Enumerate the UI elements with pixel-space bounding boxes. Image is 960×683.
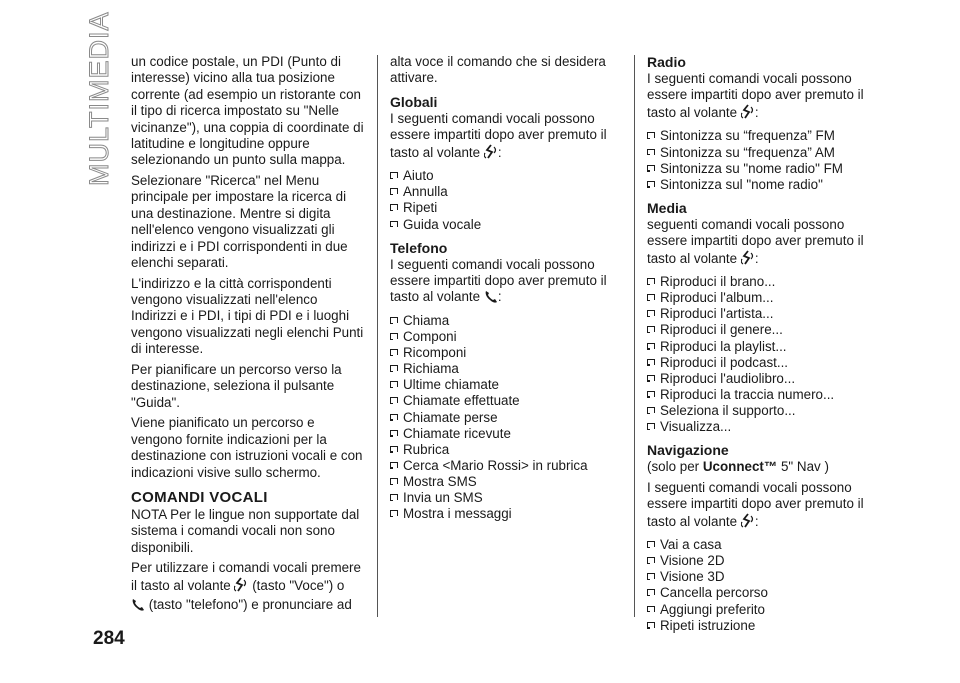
paragraph	[390, 111, 616, 164]
command-list	[647, 537, 877, 634]
checkbox-bullet-icon	[390, 510, 398, 516]
checkbox-bullet-icon	[647, 606, 655, 612]
list-item: Chiamate ricevute	[390, 426, 616, 442]
text: 5" Nav )	[780, 459, 829, 475]
section-heading-radio: Radio	[647, 54, 686, 70]
paragraph	[647, 480, 877, 533]
column-divider	[377, 55, 378, 617]
list-item: Visione 2D	[647, 553, 877, 569]
checkbox-bullet-icon	[390, 172, 398, 178]
checkbox-bullet-icon	[647, 391, 655, 397]
text: seguenti comandi vocali possono essere impartiti dopo aver premuto il tasto al volante	[647, 216, 864, 266]
command-list	[390, 168, 616, 232]
paragraph	[390, 257, 616, 309]
subheading	[647, 459, 877, 475]
list-item: Vai a casa	[647, 537, 877, 553]
list-item: Ripeti	[390, 200, 616, 216]
checkbox-bullet-icon	[647, 573, 655, 579]
checkbox-bullet-icon	[647, 310, 655, 316]
list-item: Riproduci l'album...	[647, 290, 877, 306]
list-item: Riproduci il podcast...	[647, 355, 877, 371]
checkbox-bullet-icon	[647, 181, 655, 187]
list-item: Richiama	[390, 361, 616, 377]
list-item: Invia un SMS	[390, 490, 616, 506]
command-list	[390, 313, 616, 522]
phone-icon	[131, 598, 145, 616]
list-item: Annulla	[390, 184, 616, 200]
section-heading-media: Media	[647, 199, 687, 216]
checkbox-bullet-icon	[647, 541, 655, 547]
list-item: Riproduci il genere...	[647, 322, 877, 338]
checkbox-bullet-icon	[647, 557, 655, 563]
list-item: Chiamate perse	[390, 410, 616, 426]
checkbox-bullet-icon	[390, 221, 398, 227]
list-item: Componi	[390, 329, 616, 345]
list-item: Ricomponi	[390, 345, 616, 361]
checkbox-bullet-icon	[390, 365, 398, 371]
list-item: Chiama	[390, 313, 616, 329]
text: (tasto "Voce") o	[252, 577, 345, 593]
checkbox-bullet-icon	[390, 414, 398, 420]
checkbox-bullet-icon	[647, 589, 655, 595]
colon: :	[497, 144, 502, 160]
paragraph: Per pianificare un percorso verso la destinazione, seleziona il pulsante "Guida".	[131, 361, 342, 410]
paragraph: un codice postale, un PDI (Punto di interesse) vicino alla tua posizione corrente (ad esempio un ristorante con il tipo di ricerca impostato su "Nelle vicinanze"), una coppia di coordinate di latitudine e longitudine oppure selezionando un punto sulla mappa.	[131, 54, 364, 168]
checkbox-bullet-icon	[647, 359, 655, 365]
list-item: Riproduci il brano...	[647, 274, 877, 290]
note-paragraph: NOTA Per le lingue non supportate dal sistema i comandi vocali non sono disponibili.	[131, 506, 360, 555]
list-item: Guida vocale	[390, 217, 616, 233]
list-item: Ripeti istruzione	[647, 618, 877, 634]
voice-command-icon	[234, 577, 248, 597]
list-item: Riproduci la playlist...	[647, 339, 877, 355]
column-left	[131, 54, 365, 621]
checkbox-bullet-icon	[647, 423, 655, 429]
voice-command-icon	[741, 250, 755, 270]
voice-command-icon	[741, 513, 755, 533]
colon: :	[754, 250, 759, 266]
list-item: Seleziona il supporto...	[647, 403, 877, 419]
list-item: Mostra SMS	[390, 474, 616, 490]
checkbox-bullet-icon	[390, 204, 398, 210]
colon: :	[497, 289, 502, 305]
checkbox-bullet-icon	[647, 375, 655, 381]
paragraph: Viene pianificato un percorso e vengono fornite indicazioni per la destinazione con istruzioni vocali e con indicazioni visive sullo schermo.	[131, 415, 363, 480]
colon: :	[754, 104, 759, 120]
column-divider	[634, 55, 635, 617]
checkbox-bullet-icon	[647, 326, 655, 332]
command-list	[647, 274, 877, 435]
list-item: Sintonizza su "nome radio" FM	[647, 161, 877, 177]
checkbox-bullet-icon	[390, 397, 398, 403]
list-item: Visualizza...	[647, 419, 877, 435]
list-item: Aggiungi preferito	[647, 602, 877, 618]
voice-command-icon	[741, 104, 755, 124]
paragraph: alta voce il comando che si desidera attivare.	[390, 54, 606, 86]
paragraph	[647, 71, 877, 124]
list-item: Riproduci l'audiolibro...	[647, 371, 877, 387]
checkbox-bullet-icon	[390, 349, 398, 355]
section-side-label: MULTIMEDIA	[84, 11, 114, 186]
checkbox-bullet-icon	[647, 407, 655, 413]
list-item: Rubrica	[390, 442, 616, 458]
checkbox-bullet-icon	[390, 430, 398, 436]
list-item: Riproduci l'artista...	[647, 306, 877, 322]
checkbox-bullet-icon	[647, 278, 655, 284]
section-heading: COMANDI VOCALI	[131, 488, 268, 506]
checkbox-bullet-icon	[390, 317, 398, 323]
text: I seguenti comandi vocali possono essere impartiti dopo aver premuto il tasto al volante	[390, 256, 607, 305]
section-heading-telefono: Telefono	[390, 239, 448, 256]
checkbox-bullet-icon	[390, 462, 398, 468]
checkbox-bullet-icon	[647, 343, 655, 349]
paragraph	[131, 560, 365, 616]
list-item: Sintonizza sul "nome radio"	[647, 177, 877, 193]
checkbox-bullet-icon	[390, 381, 398, 387]
checkbox-bullet-icon	[647, 165, 655, 171]
column-right	[647, 54, 877, 636]
text: (tasto "telefono") e pronunciare ad	[148, 597, 352, 613]
text: (solo per	[647, 459, 700, 475]
list-item: Riproduci la traccia numero...	[647, 387, 877, 403]
colon: :	[754, 513, 759, 529]
text: I seguenti comandi vocali possono essere impartiti dopo aver premuto il tasto al volante	[647, 479, 864, 529]
text: I seguenti comandi vocali possono essere impartiti dopo aver premuto il tasto al volante	[390, 110, 607, 160]
checkbox-bullet-icon	[647, 132, 655, 138]
checkbox-bullet-icon	[647, 294, 655, 300]
phone-icon	[484, 290, 498, 308]
list-item: Cancella percorso	[647, 585, 877, 601]
checkbox-bullet-icon	[390, 333, 398, 339]
list-item: Sintonizza su “frequenza” FM	[647, 128, 877, 144]
checkbox-bullet-icon	[647, 149, 655, 155]
paragraph: L'indirizzo e la città corrispondenti vengono visualizzati nell'elenco Indirizzi e i PDI, i tipi di PDI e i luoghi vengono visualizzati negli elenchi Punti di interesse.	[131, 275, 364, 357]
paragraph: Selezionare "Ricerca" nel Menu principale per impostare la ricerca di una destinazione. Mentre si digita nell'elenco vengono visualizzati gli indirizzi e i PDI corrispondenti in due elenchi separati.	[131, 173, 348, 271]
list-item: Mostra i messaggi	[390, 506, 616, 522]
brand-name: Uconnect™	[702, 459, 778, 475]
paragraph	[647, 217, 877, 270]
checkbox-bullet-icon	[390, 188, 398, 194]
list-item: Chiamate effettuate	[390, 393, 616, 409]
voice-command-icon	[484, 144, 498, 164]
checkbox-bullet-icon	[390, 478, 398, 484]
page-number: 284	[93, 628, 125, 649]
section-heading-navigazione: Navigazione	[647, 442, 729, 459]
list-item: Aiuto	[390, 168, 616, 184]
checkbox-bullet-icon	[647, 622, 655, 628]
text: Per utilizzare i comandi vocali premere il tasto al volante	[131, 560, 361, 593]
list-item: Cerca <Mario Rossi> in rubrica	[390, 458, 616, 474]
checkbox-bullet-icon	[390, 494, 398, 500]
command-list	[647, 128, 877, 192]
list-item: Sintonizza su “frequenza” AM	[647, 145, 877, 161]
checkbox-bullet-icon	[390, 446, 398, 452]
column-middle	[390, 54, 616, 524]
list-item: Visione 3D	[647, 569, 877, 585]
section-heading-globali: Globali	[390, 93, 438, 110]
list-item: Ultime chiamate	[390, 377, 616, 393]
text: I seguenti comandi vocali possono essere impartiti dopo aver premuto il tasto al volante	[647, 71, 864, 120]
